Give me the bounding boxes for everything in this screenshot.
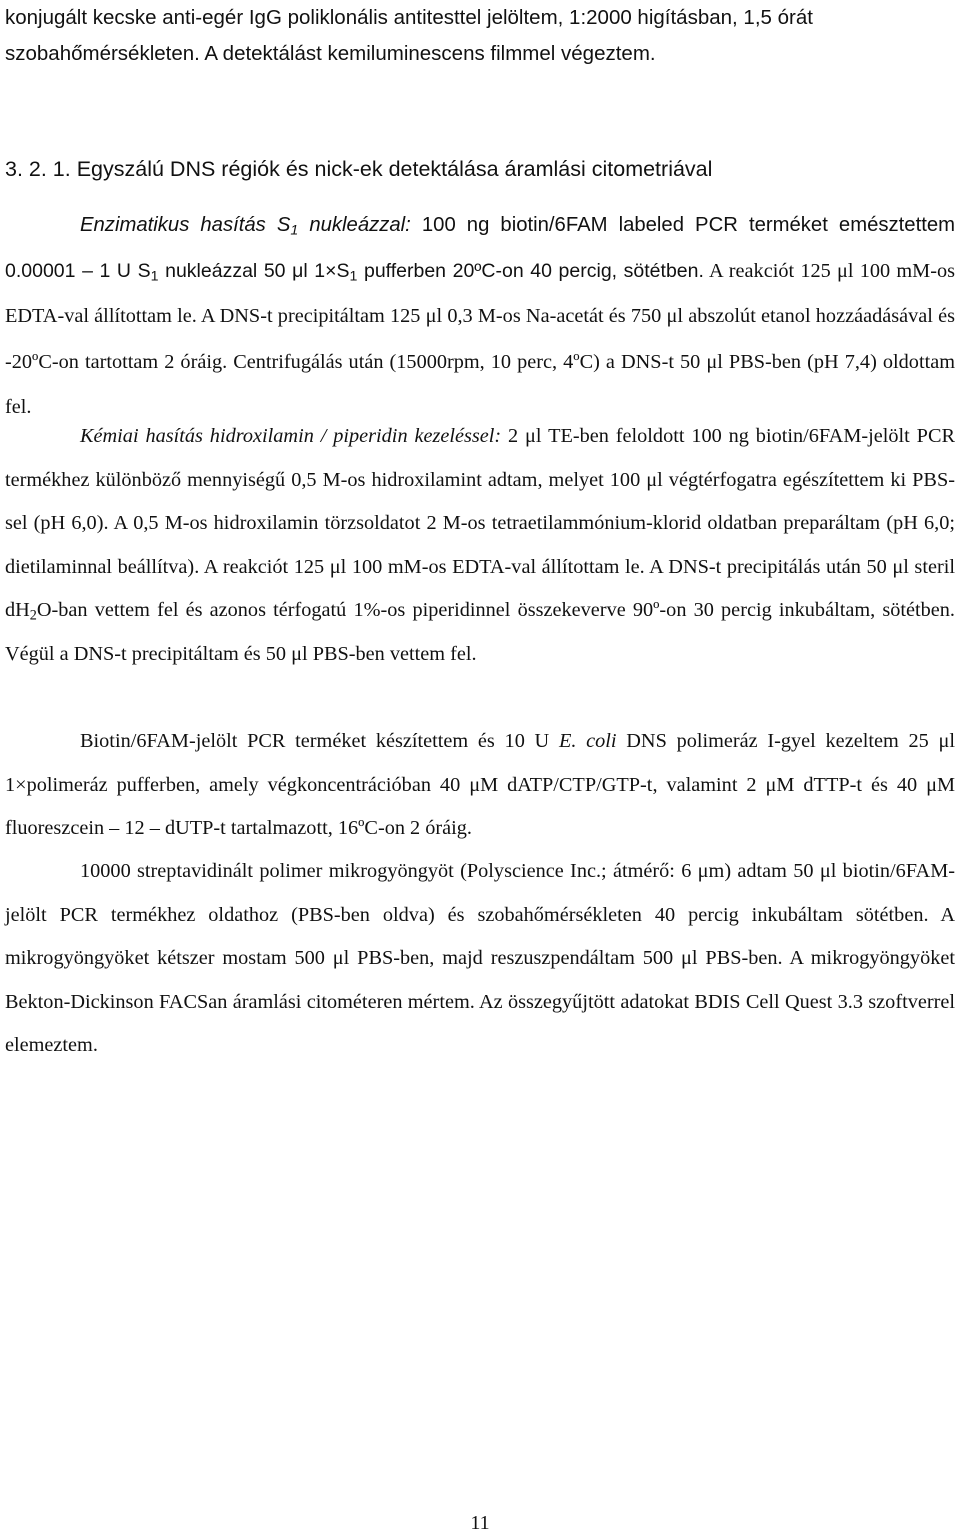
enzymatic-text-4: pufferben 20ºC-on 40 percig, sötétben.	[357, 259, 704, 282]
enzymatic-lead-sub: 1	[290, 222, 299, 239]
enzymatic-lead	[80, 214, 411, 239]
chemical-paragraph	[5, 415, 955, 676]
enzymatic-lead-a: Enzimatikus hasítás S	[80, 214, 291, 236]
enzymatic-text-1: 100 ng biotin/6FAM labeled PCR terméket emésztettem	[410, 214, 956, 236]
enzymatic-sub-1: 1	[150, 268, 159, 285]
polymerase-text-2: DNS polimeráz I-gyel kezeltem 25 μl 1×polimeráz pufferben, amely végkoncentrációban 40 μM dATP/CTP/GTP-t, valamint 2 μM dTTP-t és 40 μM fluoreszcein – 12 – dUTP-t tartalmazott, 16ºC-on 2 óráig.	[5, 730, 955, 839]
chemical-sub: 2	[29, 607, 37, 624]
page-number: 11	[470, 1512, 490, 1534]
enzymatic-sub-2: 1	[349, 268, 358, 285]
enzymatic-paragraph	[5, 203, 955, 431]
enzymatic-text-2: 0.00001 – 1 U S	[5, 259, 151, 282]
section-heading: 3. 2. 1. Egyszálú DNS régiók és nick-ek detektálása áramlási citometriával	[5, 157, 713, 181]
enzymatic-lead-b: nukleázzal:	[298, 214, 411, 236]
enzymatic-text-3: nukleázzal 50 μl 1×S	[158, 259, 350, 282]
chemical-lead: Kémiai hasítás hidroxilamin / piperidin kezeléssel:	[80, 425, 502, 447]
intro-paragraph	[5, 0, 955, 72]
chemical-text-1: 2 μl TE-ben feloldott 100 ng biotin/6FAM-jelölt PCR termékhez különböző mennyiségű 0,5 M-os hidroxilamint adtam, melyet 100 μl végtérfogatra egészítettem ki PBS-sel (pH 6,0). A 0,5 M-os hidroxilamin törzsoldatot 2 M-os tetraetilammónium-klorid oldatban preparáltam (pH 6,0; dietilaminnal beállítva). A reakciót 125 μl 100 mM-os EDTA-val állítottam le. A DNS-t precipitálás után 50 μl steril dH	[5, 425, 955, 621]
polymerase-paragraph	[5, 720, 955, 851]
intro-line-1: konjugált kecske anti-egér IgG poliklonális antitesttel jelöltem, 1:2000 higításban, 1,5 órát	[5, 6, 813, 29]
intro-line-2: szobahőmérsékleten. A detektálást kemiluminescens filmmel végeztem.	[5, 42, 656, 65]
enzymatic-text-5: A reakciót 125 μl 100 mM-os EDTA-val állítottam le. A DNS-t precipitáltam 125 μl 0,3 M-os Na-acetát és 750 μl abszolút etanol hozzáadásával és -20ºC-on tartottam 2 óráig. Centrifugálás után (15000rpm, 10 perc, 4ºC) a DNS-t 50 μl PBS-ben (pH 7,4) oldottam fel.	[5, 259, 956, 418]
polymerase-text-1: Biotin/6FAM-jelölt PCR terméket készítettem és 10 U	[80, 730, 559, 752]
polymerase-italic: E. coli	[558, 730, 617, 752]
beads-paragraph: 10000 streptavidinált polimer mikrogyöngyöt (Polyscience Inc.; átmérő: 6 μm) adtam 50 μl biotin/6FAM-jelölt PCR termékhez oldathoz (PBS-ben oldva) és szobahőmérsékleten 40 percig inkubáltam sötétben. A mikrogyöngyöket kétszer mostam 500 μl PBS-ben, majd reszuszpendáltam 500 μl PBS-ben. A mikrogyöngyöket Bekton-Dickinson FACSan áramlási citométeren mértem. Az összegyűjtött adatokat BDIS Cell Quest 3.3 szoftverrel elemeztem.	[5, 860, 955, 1056]
chemical-text-2: O-ban vettem fel és azonos térfogatú 1%-os piperidinnel összekeverve 90º-on 30 percig inkubáltam, sötétben. Végül a DNS-t precipitáltam és 50 μl PBS-ben vettem fel.	[5, 599, 955, 665]
